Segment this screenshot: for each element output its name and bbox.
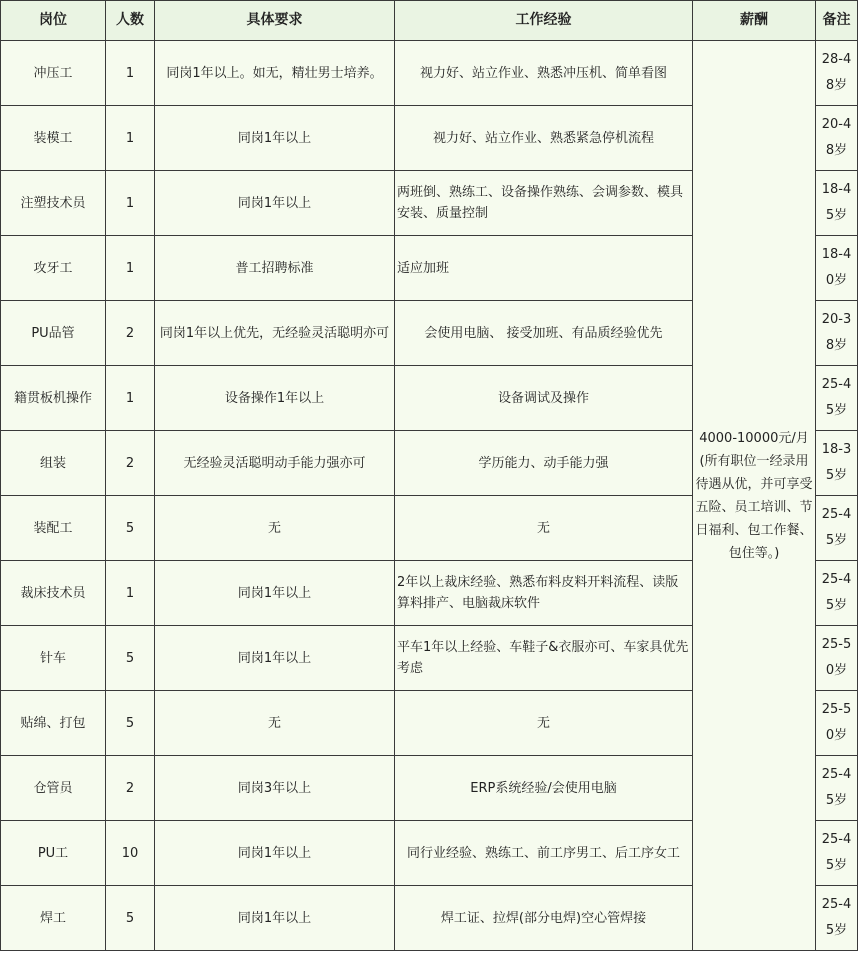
cell-count: 2 xyxy=(106,301,155,366)
cell-requirement: 无经验灵活聪明动手能力强亦可 xyxy=(155,431,395,496)
cell-count: 5 xyxy=(106,691,155,756)
cell-position: 攻牙工 xyxy=(1,236,106,301)
cell-requirement: 同岗3年以上 xyxy=(155,756,395,821)
cell-note: 18-45岁 xyxy=(816,171,858,236)
header-requirement: 具体要求 xyxy=(155,1,395,41)
cell-count: 1 xyxy=(106,41,155,106)
cell-count: 5 xyxy=(106,886,155,951)
cell-requirement: 同岗1年以上 xyxy=(155,821,395,886)
cell-count: 1 xyxy=(106,561,155,626)
cell-count: 1 xyxy=(106,171,155,236)
cell-requirement: 同岗1年以上优先，无经验灵活聪明亦可 xyxy=(155,301,395,366)
cell-experience: ERP系统经验/会使用电脑 xyxy=(395,756,693,821)
header-note: 备注 xyxy=(816,1,858,41)
cell-count: 2 xyxy=(106,756,155,821)
cell-position: 籍贯板机操作 xyxy=(1,366,106,431)
cell-note: 25-50岁 xyxy=(816,626,858,691)
cell-position: PU品管 xyxy=(1,301,106,366)
cell-experience: 平车1年以上经验、车鞋子&衣服亦可、车家具优先考虑 xyxy=(395,626,693,691)
cell-note: 18-35岁 xyxy=(816,431,858,496)
cell-salary xyxy=(693,41,816,951)
cell-experience: 学历能力、动手能力强 xyxy=(395,431,693,496)
cell-note: 20-48岁 xyxy=(816,106,858,171)
header-count: 人数 xyxy=(106,1,155,41)
cell-count: 1 xyxy=(106,106,155,171)
header-experience: 工作经验 xyxy=(395,1,693,41)
cell-requirement: 同岗1年以上 xyxy=(155,886,395,951)
cell-note: 25-45岁 xyxy=(816,496,858,561)
cell-note: 25-45岁 xyxy=(816,821,858,886)
cell-position: PU工 xyxy=(1,821,106,886)
cell-experience: 设备调试及操作 xyxy=(395,366,693,431)
cell-experience: 会使用电脑、 接受加班、有品质经验优先 xyxy=(395,301,693,366)
cell-requirement: 无 xyxy=(155,691,395,756)
cell-count: 5 xyxy=(106,626,155,691)
salary-detail: (所有职位一经录用待遇从优，并可享受五险、员工培训、节日福利、包工作餐、包住等。) xyxy=(695,453,813,561)
cell-count: 2 xyxy=(106,431,155,496)
cell-count: 10 xyxy=(106,821,155,886)
salary-amount: 4000-10000元/月 xyxy=(699,430,809,446)
cell-experience: 焊工证、拉焊(部分电焊)空心管焊接 xyxy=(395,886,693,951)
cell-position: 冲压工 xyxy=(1,41,106,106)
cell-count: 1 xyxy=(106,366,155,431)
cell-experience: 视力好、站立作业、熟悉紧急停机流程 xyxy=(395,106,693,171)
cell-note: 25-45岁 xyxy=(816,886,858,951)
cell-requirement: 同岗1年以上 xyxy=(155,626,395,691)
cell-note: 25-45岁 xyxy=(816,756,858,821)
cell-position: 仓管员 xyxy=(1,756,106,821)
cell-requirement: 设备操作1年以上 xyxy=(155,366,395,431)
header-row xyxy=(1,1,858,41)
cell-position: 针车 xyxy=(1,626,106,691)
cell-requirement: 普工招聘标准 xyxy=(155,236,395,301)
cell-note: 25-45岁 xyxy=(816,366,858,431)
cell-experience: 视力好、站立作业、熟悉冲压机、简单看图 xyxy=(395,41,693,106)
cell-position: 注塑技术员 xyxy=(1,171,106,236)
cell-experience: 适应加班 xyxy=(395,236,693,301)
cell-position: 焊工 xyxy=(1,886,106,951)
cell-experience: 无 xyxy=(395,496,693,561)
cell-position: 裁床技术员 xyxy=(1,561,106,626)
cell-position: 装模工 xyxy=(1,106,106,171)
header-salary: 薪酬 xyxy=(693,1,816,41)
cell-experience: 同行业经验、熟练工、前工序男工、后工序女工 xyxy=(395,821,693,886)
table-row xyxy=(1,41,858,106)
cell-experience: 两班倒、熟练工、设备操作熟练、会调参数、模具安装、质量控制 xyxy=(395,171,693,236)
cell-count: 5 xyxy=(106,496,155,561)
job-table-body xyxy=(1,41,858,951)
cell-note: 18-40岁 xyxy=(816,236,858,301)
cell-position: 装配工 xyxy=(1,496,106,561)
cell-experience: 无 xyxy=(395,691,693,756)
cell-count: 1 xyxy=(106,236,155,301)
cell-note: 20-38岁 xyxy=(816,301,858,366)
cell-requirement: 同岗1年以上 xyxy=(155,561,395,626)
cell-requirement: 同岗1年以上。如无，精壮男士培养。 xyxy=(155,41,395,106)
cell-note: 28-48岁 xyxy=(816,41,858,106)
cell-experience: 2年以上裁床经验、熟悉布料皮料开料流程、读版算料排产、电脑裁床软件 xyxy=(395,561,693,626)
cell-requirement: 同岗1年以上 xyxy=(155,106,395,171)
cell-note: 25-45岁 xyxy=(816,561,858,626)
cell-position: 贴绵、打包 xyxy=(1,691,106,756)
cell-requirement: 同岗1年以上 xyxy=(155,171,395,236)
cell-position: 组装 xyxy=(1,431,106,496)
cell-note: 25-50岁 xyxy=(816,691,858,756)
header-position: 岗位 xyxy=(1,1,106,41)
cell-requirement: 无 xyxy=(155,496,395,561)
